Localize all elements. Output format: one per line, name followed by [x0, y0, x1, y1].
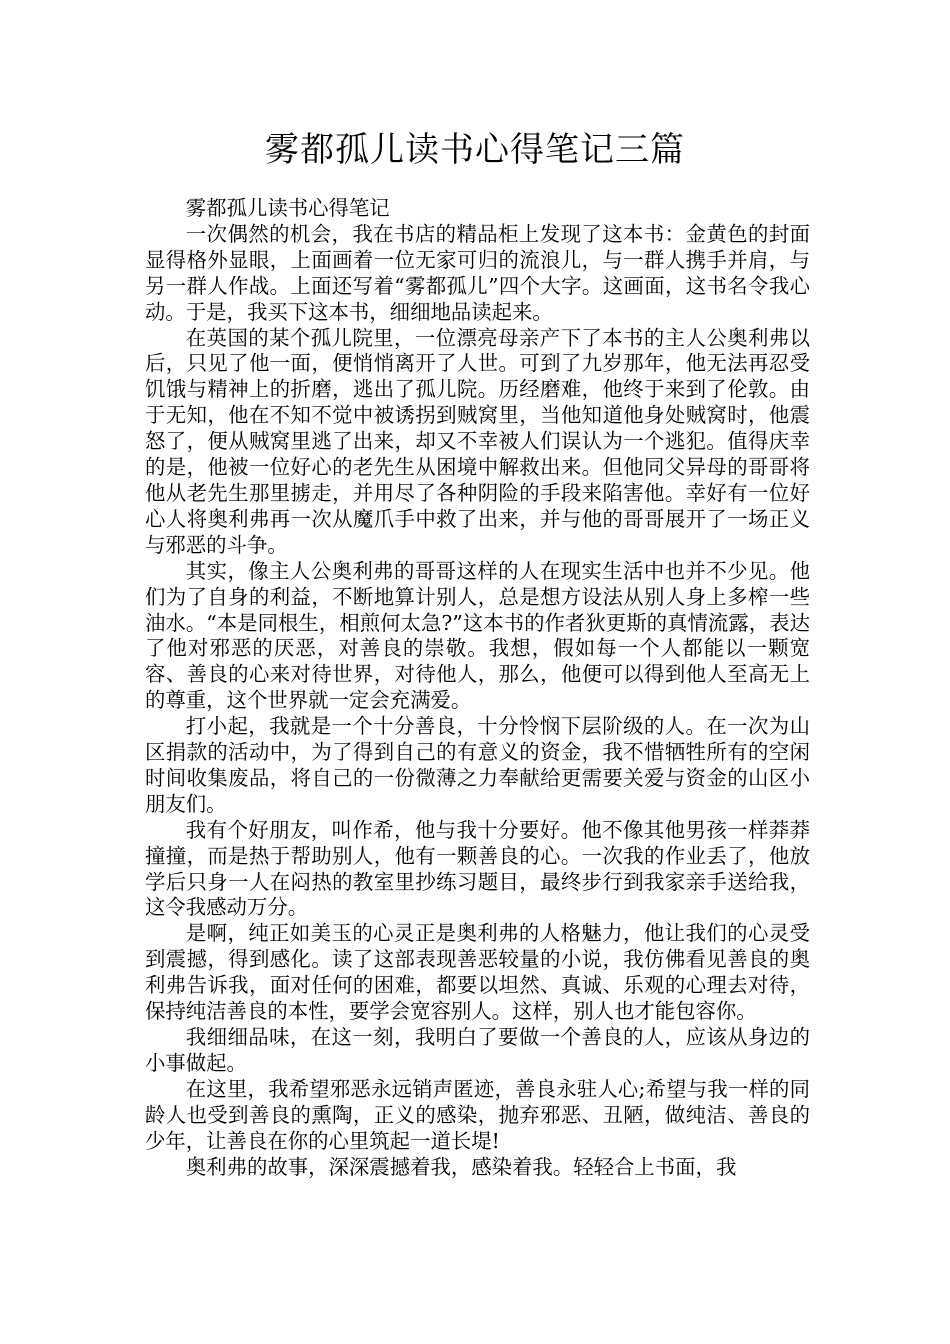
document-body: [145, 196, 810, 1180]
paragraph-subtitle: 雾都孤儿读书心得笔记: [185, 196, 390, 220]
paragraph: 在这里，我希望邪恶永远销声匿迹，善良永驻人心;希望与我一样的同龄人也受到善良的熏陶，正义的感染，抛弃邪恶、丑陋，做纯洁、善良的少年，让善良在你的心里筑起一道长堤!: [145, 1076, 810, 1153]
paragraph: 其实，像主人公奥利弗的哥哥这样的人在现实生活中也并不少见。他们为了自身的利益，不断地算计别人，总是想方设法从别人身上多榨一些油水。“本是同根生，相煎何太急?”这本书的作者狄更斯的真情流露，表达了他对邪恶的厌恶，对善良的崇敬。我想，假如每一个人都能以一颗宽容、善良的心来对待世界，对待他人，那么，他便可以得到他人至高无上的尊重，这个世界就一定会充满爱。: [145, 558, 810, 713]
paragraph: 打小起，我就是一个十分善良，十分怜悯下层阶级的人。在一次为山区捐款的活动中，为了得到自己的有意义的资金，我不惜牺牲所有的空闲时间收集废品，将自己的一份微薄之力奉献给更需要关爱与资金的山区小朋友们。: [145, 714, 810, 816]
document-title: 雾都孤儿读书心得笔记三篇: [265, 130, 685, 170]
paragraph: 一次偶然的机会，我在书店的精品柜上发现了这本书：金黄色的封面显得格外显眼，上面画着一位无家可归的流浪儿，与一群人携手并肩，与另一群人作战。上面还写着“雾都孤儿”四个大字。这画面，这书名令我心动。于是，我买下这本书，细细地品读起来。: [145, 221, 810, 324]
paragraph: 是啊，纯正如美玉的心灵正是奥利弗的人格魅力，他让我们的心灵受到震撼，得到感化。读了这部表现善恶较量的小说，我仿佛看见善良的奥利弗告诉我，面对任何的困难，都要以坦然、真诚、乐观的心理去对待，保持纯洁善良的本性，要学会宽容别人。这样，别人也才能包容你。: [145, 921, 810, 1024]
paragraph: 奥利弗的故事，深深震撼着我，感染着我。轻轻合上书面，我: [185, 1154, 737, 1179]
paragraph: 我有个好朋友，叫作希，他与我十分要好。他不像其他男孩一样莽莽撞撞，而是热于帮助别人，他有一颗善良的心。一次我的作业丢了，他放学后只身一人在闷热的教室里抄练习题目，最终步行到我家亲手送给我，这令我感动万分。: [145, 817, 810, 920]
paragraph: 我细细品味，在这一刻，我明白了要做一个善良的人，应该从身边的小事做起。: [145, 1025, 810, 1075]
paragraph: 在英国的某个孤儿院里，一位漂亮母亲产下了本书的主人公奥利弗以后，只见了他一面，便悄悄离开了人世。可到了九岁那年，他无法再忍受饥饿与精神上的折磨，逃出了孤儿院。历经磨难，他终于来到了伦敦。由于无知，他在不知不觉中被诱拐到贼窝里，当他知道他身处贼窝时，他震怒了，便从贼窝里逃了出来，却又不幸被人们误认为一个逃犯。值得庆幸的是，他被一位好心的老先生从困境中解救出来。但他同父异母的哥哥将他从老先生那里掳走，并用尽了各种阴险的手段来陷害他。幸好有一位好心人将奥利弗再一次从魔爪手中救了出来，并与他的哥哥展开了一场正义与邪恶的斗争。: [145, 325, 810, 557]
